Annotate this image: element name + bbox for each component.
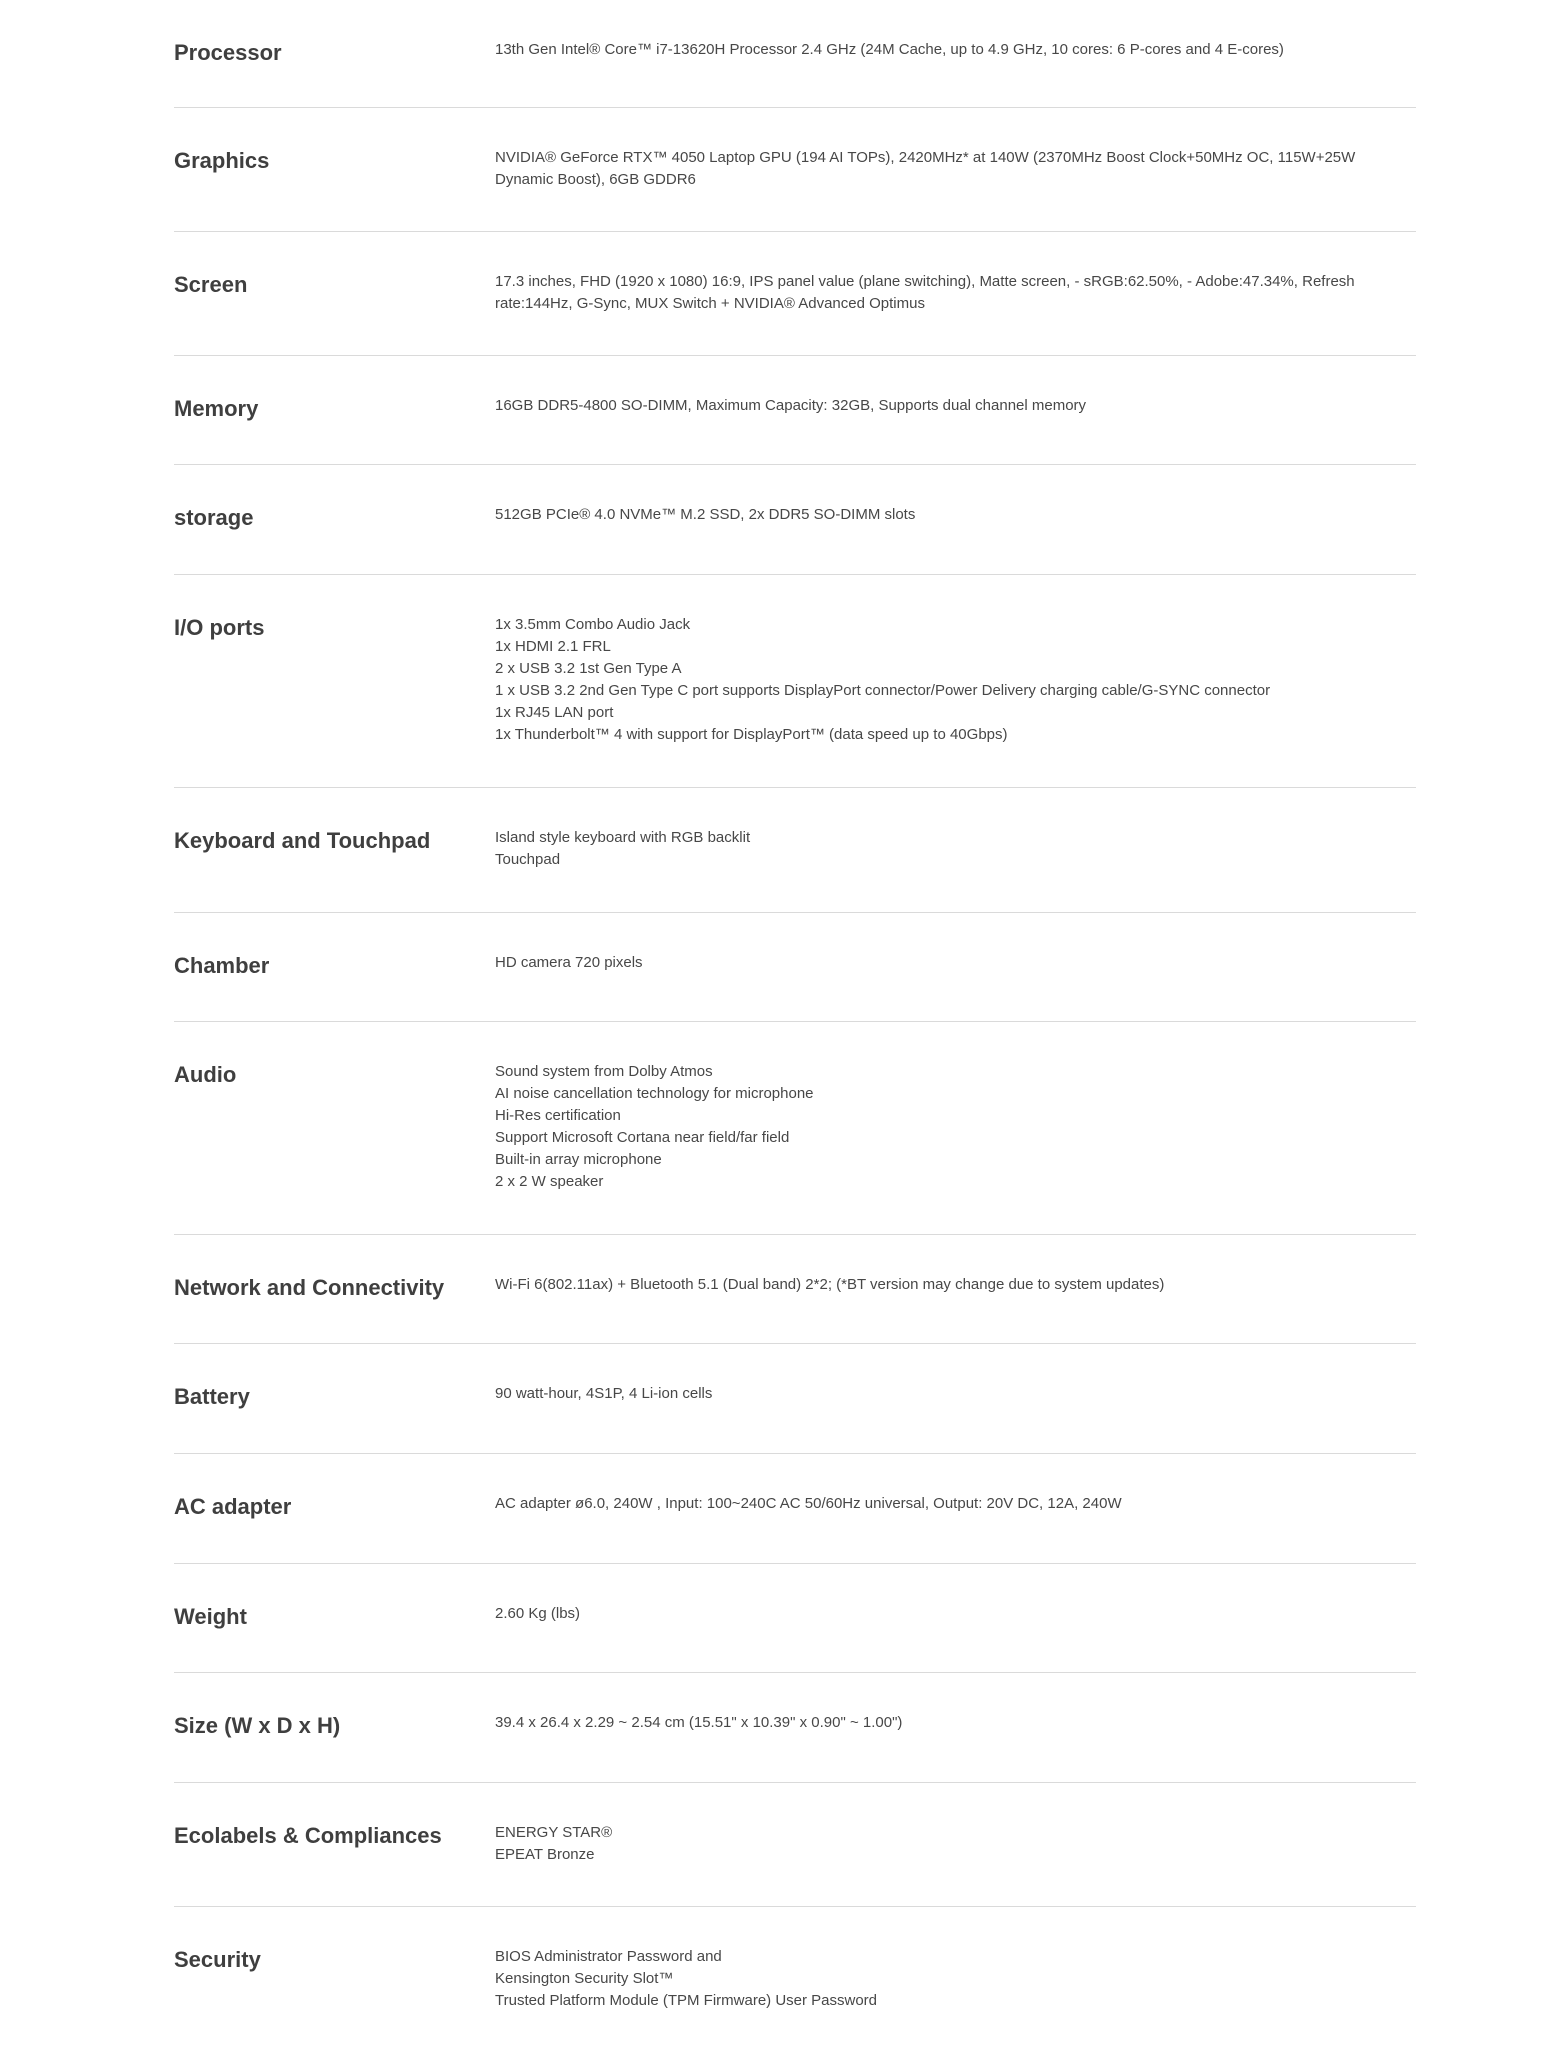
spec-label: Network and Connectivity bbox=[174, 1275, 445, 1300]
spec-value-line: Kensington Security Slot™ bbox=[495, 1970, 674, 1987]
spec-row-memory bbox=[174, 356, 1416, 465]
spec-value-line: Touchpad bbox=[495, 851, 561, 868]
spec-row-ecolabels bbox=[174, 1783, 1416, 1907]
spec-value-line: AI noise cancellation technology for microphone bbox=[495, 1085, 814, 1102]
spec-value-line: EPEAT Bronze bbox=[495, 1846, 595, 1863]
spec-row-security bbox=[174, 1907, 1416, 2025]
spec-label: Graphics bbox=[174, 148, 270, 173]
spec-label: Keyboard and Touchpad bbox=[174, 828, 431, 853]
spec-value bbox=[495, 1383, 1416, 1405]
spec-row-screen bbox=[174, 232, 1416, 356]
spec-value-line: 2 x USB 3.2 1st Gen Type A bbox=[495, 660, 682, 677]
spec-value-line: 1x RJ45 LAN port bbox=[495, 704, 614, 721]
spec-value bbox=[495, 395, 1416, 417]
spec-value-line: 2.60 Kg (lbs) bbox=[495, 1605, 581, 1622]
spec-label: Ecolabels & Compliances bbox=[174, 1823, 442, 1848]
spec-value-line: ENERGY STAR® bbox=[495, 1824, 613, 1841]
spec-value-line: Built-in array microphone bbox=[495, 1151, 662, 1168]
spec-value-line: 39.4 x 26.4 x 2.29 ~ 2.54 cm (15.51" x 10.39" x 0.90" ~ 1.00") bbox=[495, 1714, 903, 1731]
spec-value bbox=[495, 504, 1416, 526]
spec-label: Audio bbox=[174, 1062, 237, 1087]
spec-value-line: 1x Thunderbolt™ 4 with support for DisplayPort™ (data speed up to 40Gbps) bbox=[495, 726, 1008, 743]
spec-value bbox=[495, 1274, 1416, 1296]
spec-value bbox=[495, 271, 1416, 315]
spec-label: Security bbox=[174, 1947, 261, 1972]
spec-label: Processor bbox=[174, 40, 282, 65]
spec-row-size bbox=[174, 1673, 1416, 1783]
spec-label: I/O ports bbox=[174, 615, 265, 640]
spec-table bbox=[174, 0, 1416, 2025]
spec-value-line: 13th Gen Intel® Core™ i7-13620H Processor 2.4 GHz (24M Cache, up to 4.9 GHz, 10 cores: 6 P-cores and 4 E-cores) bbox=[495, 41, 1284, 58]
spec-value bbox=[495, 1493, 1416, 1515]
spec-value-line: Hi-Res certification bbox=[495, 1107, 621, 1124]
spec-row-network bbox=[174, 1235, 1416, 1344]
spec-value bbox=[495, 147, 1416, 191]
spec-value-line: Sound system from Dolby Atmos bbox=[495, 1063, 713, 1080]
spec-value-line: 1 x USB 3.2 2nd Gen Type C port supports DisplayPort connector/Power Delivery charging cable/G-SYNC connector bbox=[495, 682, 1271, 699]
spec-label: Battery bbox=[174, 1384, 250, 1409]
spec-row-ac-adapter bbox=[174, 1454, 1416, 1564]
spec-value-line: 1x HDMI 2.1 FRL bbox=[495, 638, 611, 655]
spec-value-line: HD camera 720 pixels bbox=[495, 954, 643, 971]
spec-value bbox=[495, 614, 1416, 746]
spec-value-line: 17.3 inches, FHD (1920 x 1080) 16:9, IPS panel value (plane switching), Matte screen, - sRGB:62.50%, - Adobe:47.34%, Refresh rate:144Hz, G-Sync, MUX Switch + NVIDIA® Advanced Optimus bbox=[495, 273, 1355, 312]
spec-value-line: 512GB PCIe® 4.0 NVMe™ M.2 SSD, 2x DDR5 SO-DIMM slots bbox=[495, 506, 916, 523]
spec-value-line: Support Microsoft Cortana near field/far field bbox=[495, 1129, 790, 1146]
spec-label: Screen bbox=[174, 272, 248, 297]
spec-value bbox=[495, 1822, 1416, 1866]
spec-value bbox=[495, 952, 1416, 974]
spec-row-storage bbox=[174, 465, 1416, 575]
spec-value bbox=[495, 827, 1416, 871]
spec-row-io-ports bbox=[174, 575, 1416, 788]
spec-value-line: Wi-Fi 6(802.11ax) + Bluetooth 5.1 (Dual band) 2*2; (*BT version may change due to system updates) bbox=[495, 1276, 1165, 1293]
spec-value bbox=[495, 1712, 1416, 1734]
spec-value bbox=[495, 39, 1416, 61]
spec-value bbox=[495, 1946, 1416, 2012]
spec-label: storage bbox=[174, 505, 254, 530]
spec-label: AC adapter bbox=[174, 1494, 292, 1519]
spec-value-line: 90 watt-hour, 4S1P, 4 Li-ion cells bbox=[495, 1385, 713, 1402]
spec-value-line: 16GB DDR5-4800 SO-DIMM, Maximum Capacity: 32GB, Supports dual channel memory bbox=[495, 397, 1087, 414]
spec-label: Memory bbox=[174, 396, 259, 421]
spec-row-processor bbox=[174, 0, 1416, 108]
spec-row-audio bbox=[174, 1022, 1416, 1235]
spec-value-line: BIOS Administrator Password and bbox=[495, 1948, 722, 1965]
spec-label: Chamber bbox=[174, 953, 270, 978]
spec-label: Size (W x D x H) bbox=[174, 1713, 341, 1738]
spec-value-line: AC adapter ø6.0, 240W , Input: 100~240C AC 50/60Hz universal, Output: 20V DC, 12A, 240W bbox=[495, 1495, 1122, 1512]
spec-value-line: Trusted Platform Module (TPM Firmware) User Password bbox=[495, 1992, 878, 2009]
spec-value-line: 2 x 2 W speaker bbox=[495, 1173, 604, 1190]
spec-row-chamber bbox=[174, 913, 1416, 1022]
spec-label: Weight bbox=[174, 1604, 247, 1629]
spec-row-battery bbox=[174, 1344, 1416, 1454]
spec-value-line: Island style keyboard with RGB backlit bbox=[495, 829, 751, 846]
spec-row-graphics bbox=[174, 108, 1416, 232]
spec-value-line: 1x 3.5mm Combo Audio Jack bbox=[495, 616, 691, 633]
spec-row-keyboard-touchpad bbox=[174, 788, 1416, 913]
spec-value-line: NVIDIA® GeForce RTX™ 4050 Laptop GPU (194 AI TOPs), 2420MHz* at 140W (2370MHz Boost Clock+50MHz OC, 115W+25W Dynamic Boost), 6GB GDDR6 bbox=[495, 149, 1356, 188]
spec-row-weight bbox=[174, 1564, 1416, 1673]
spec-value bbox=[495, 1061, 1416, 1193]
spec-value bbox=[495, 1603, 1416, 1625]
